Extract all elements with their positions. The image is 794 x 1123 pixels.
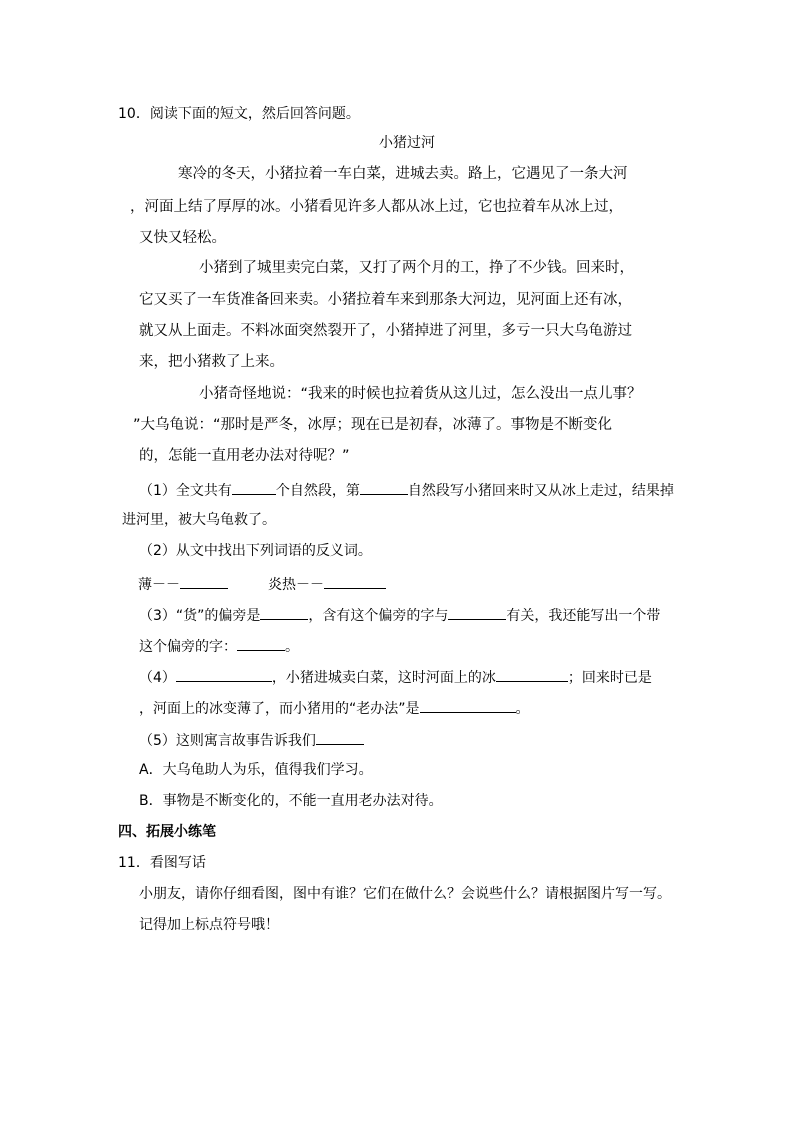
paragraph-number-blank[interactable] xyxy=(360,480,408,495)
subq1-text-c: 自然段写小猪回来时又从冰上走过，结果掉 xyxy=(407,483,674,499)
subq5-line xyxy=(139,730,364,750)
subq4-text-b: ，小猪进城卖白菜，这时河面上的冰 xyxy=(271,670,496,686)
antonym-word-1: 薄－－ xyxy=(138,577,180,593)
subq4-text-a: （4） xyxy=(139,670,176,686)
story-p1-line1: 寒冷的冬天，小猪拉着一车白菜，进城去卖。路上，它遇见了一条大河 xyxy=(178,166,628,182)
subq1-text-a: （1）全文共有 xyxy=(139,483,232,499)
subq1-line1 xyxy=(139,480,674,500)
subq2-line1: （2）从文中找出下列词语的反义词。 xyxy=(139,543,372,559)
subq3-text-e: 。 xyxy=(285,639,299,655)
subq2-line2 xyxy=(138,574,386,594)
option-a[interactable]: A．大乌龟助人为乐，值得我们学习。 xyxy=(139,762,373,778)
subq4-text-d: ，河面上的冰变薄了，而小猪用的“老办法”是 xyxy=(139,701,420,717)
subq3-line2 xyxy=(139,636,299,656)
old-method-blank[interactable] xyxy=(420,698,516,713)
story-p3-line3: 的，怎能一直用老办法对待呢？” xyxy=(139,448,350,464)
subq3-text-a: （3）“货”的偏旁是 xyxy=(139,608,261,624)
story-p2-line2: 它又买了一车货准备回来卖。小猪拉着车来到那条大河边，见河面上还有冰， xyxy=(139,292,632,308)
subq4-line2 xyxy=(139,698,530,718)
paragraph-count-blank[interactable] xyxy=(232,480,276,495)
radical-example-blank[interactable] xyxy=(237,636,285,651)
radical-meaning-blank[interactable] xyxy=(448,605,506,620)
story-p2-line4: 来，把小猪救了上来。 xyxy=(139,354,284,370)
story-p2-line3: 就又从上面走。不料冰面突然裂开了，小猪掉进了河里，多亏一只大乌龟游过 xyxy=(139,323,632,339)
subq5-text: （5）这则寓言故事告诉我们 xyxy=(139,733,316,749)
q11-instruction-line2: 记得加上标点符号哦！ xyxy=(139,917,279,933)
subq3-text-b: ，含有这个偏旁的字与 xyxy=(308,608,449,624)
story-title: 小猪过河 xyxy=(379,135,435,151)
antonym-blank-1[interactable] xyxy=(180,574,228,589)
story-p3-line2: ”大乌龟说：“那时是严冬，冰厚；现在已是初春，冰薄了。事物是不断变化 xyxy=(133,417,613,433)
subq4-line1 xyxy=(139,667,652,687)
antonym-blank-2[interactable] xyxy=(324,574,386,589)
moral-blank[interactable] xyxy=(316,730,364,745)
subq1-line2: 进河里，被大乌龟救了。 xyxy=(122,512,276,528)
subq1-text-b: 个自然段，第 xyxy=(275,483,360,499)
section4-heading: 四、拓展小练笔 xyxy=(118,824,216,840)
story-p1-line2: ，河面上结了厚厚的冰。小猪看见许多人都从冰上过，它也拉着车从冰上过， xyxy=(130,199,623,215)
subq3-text-d: 这个偏旁的字： xyxy=(139,639,237,655)
subq3-text-c: 有关，我还能写出一个带 xyxy=(506,608,661,624)
radical-blank[interactable] xyxy=(260,605,308,620)
option-b[interactable]: B．事物是不断变化的，不能一直用老办法对待。 xyxy=(139,793,443,809)
ice-state-blank[interactable] xyxy=(496,667,568,682)
q11-instruction-line1: 小朋友，请你仔细看图，图中有谁？它们在做什么？会说些什么？请根据图片写一写。 xyxy=(139,886,671,902)
story-p1-line3: 又快又轻松。 xyxy=(139,230,226,246)
q10-heading: 10．阅读下面的短文，然后回答问题。 xyxy=(118,106,360,122)
story-p3-line1: 小猪奇怪地说：“我来的时候也拉着货从这儿过，怎么没出一点儿事？ xyxy=(199,386,642,402)
antonym-word-2: 炎热－－ xyxy=(268,577,324,593)
story-p2-line1: 小猪到了城里卖完白菜，又打了两个月的工，挣了不少钱。回来时， xyxy=(199,260,634,276)
subq3-line1 xyxy=(139,605,660,625)
q11-heading: 11．看图写话 xyxy=(118,855,206,871)
season-blank[interactable] xyxy=(176,667,272,682)
subq4-text-e: 。 xyxy=(515,701,530,717)
subq4-text-c: ；回来时已是 xyxy=(567,670,652,686)
